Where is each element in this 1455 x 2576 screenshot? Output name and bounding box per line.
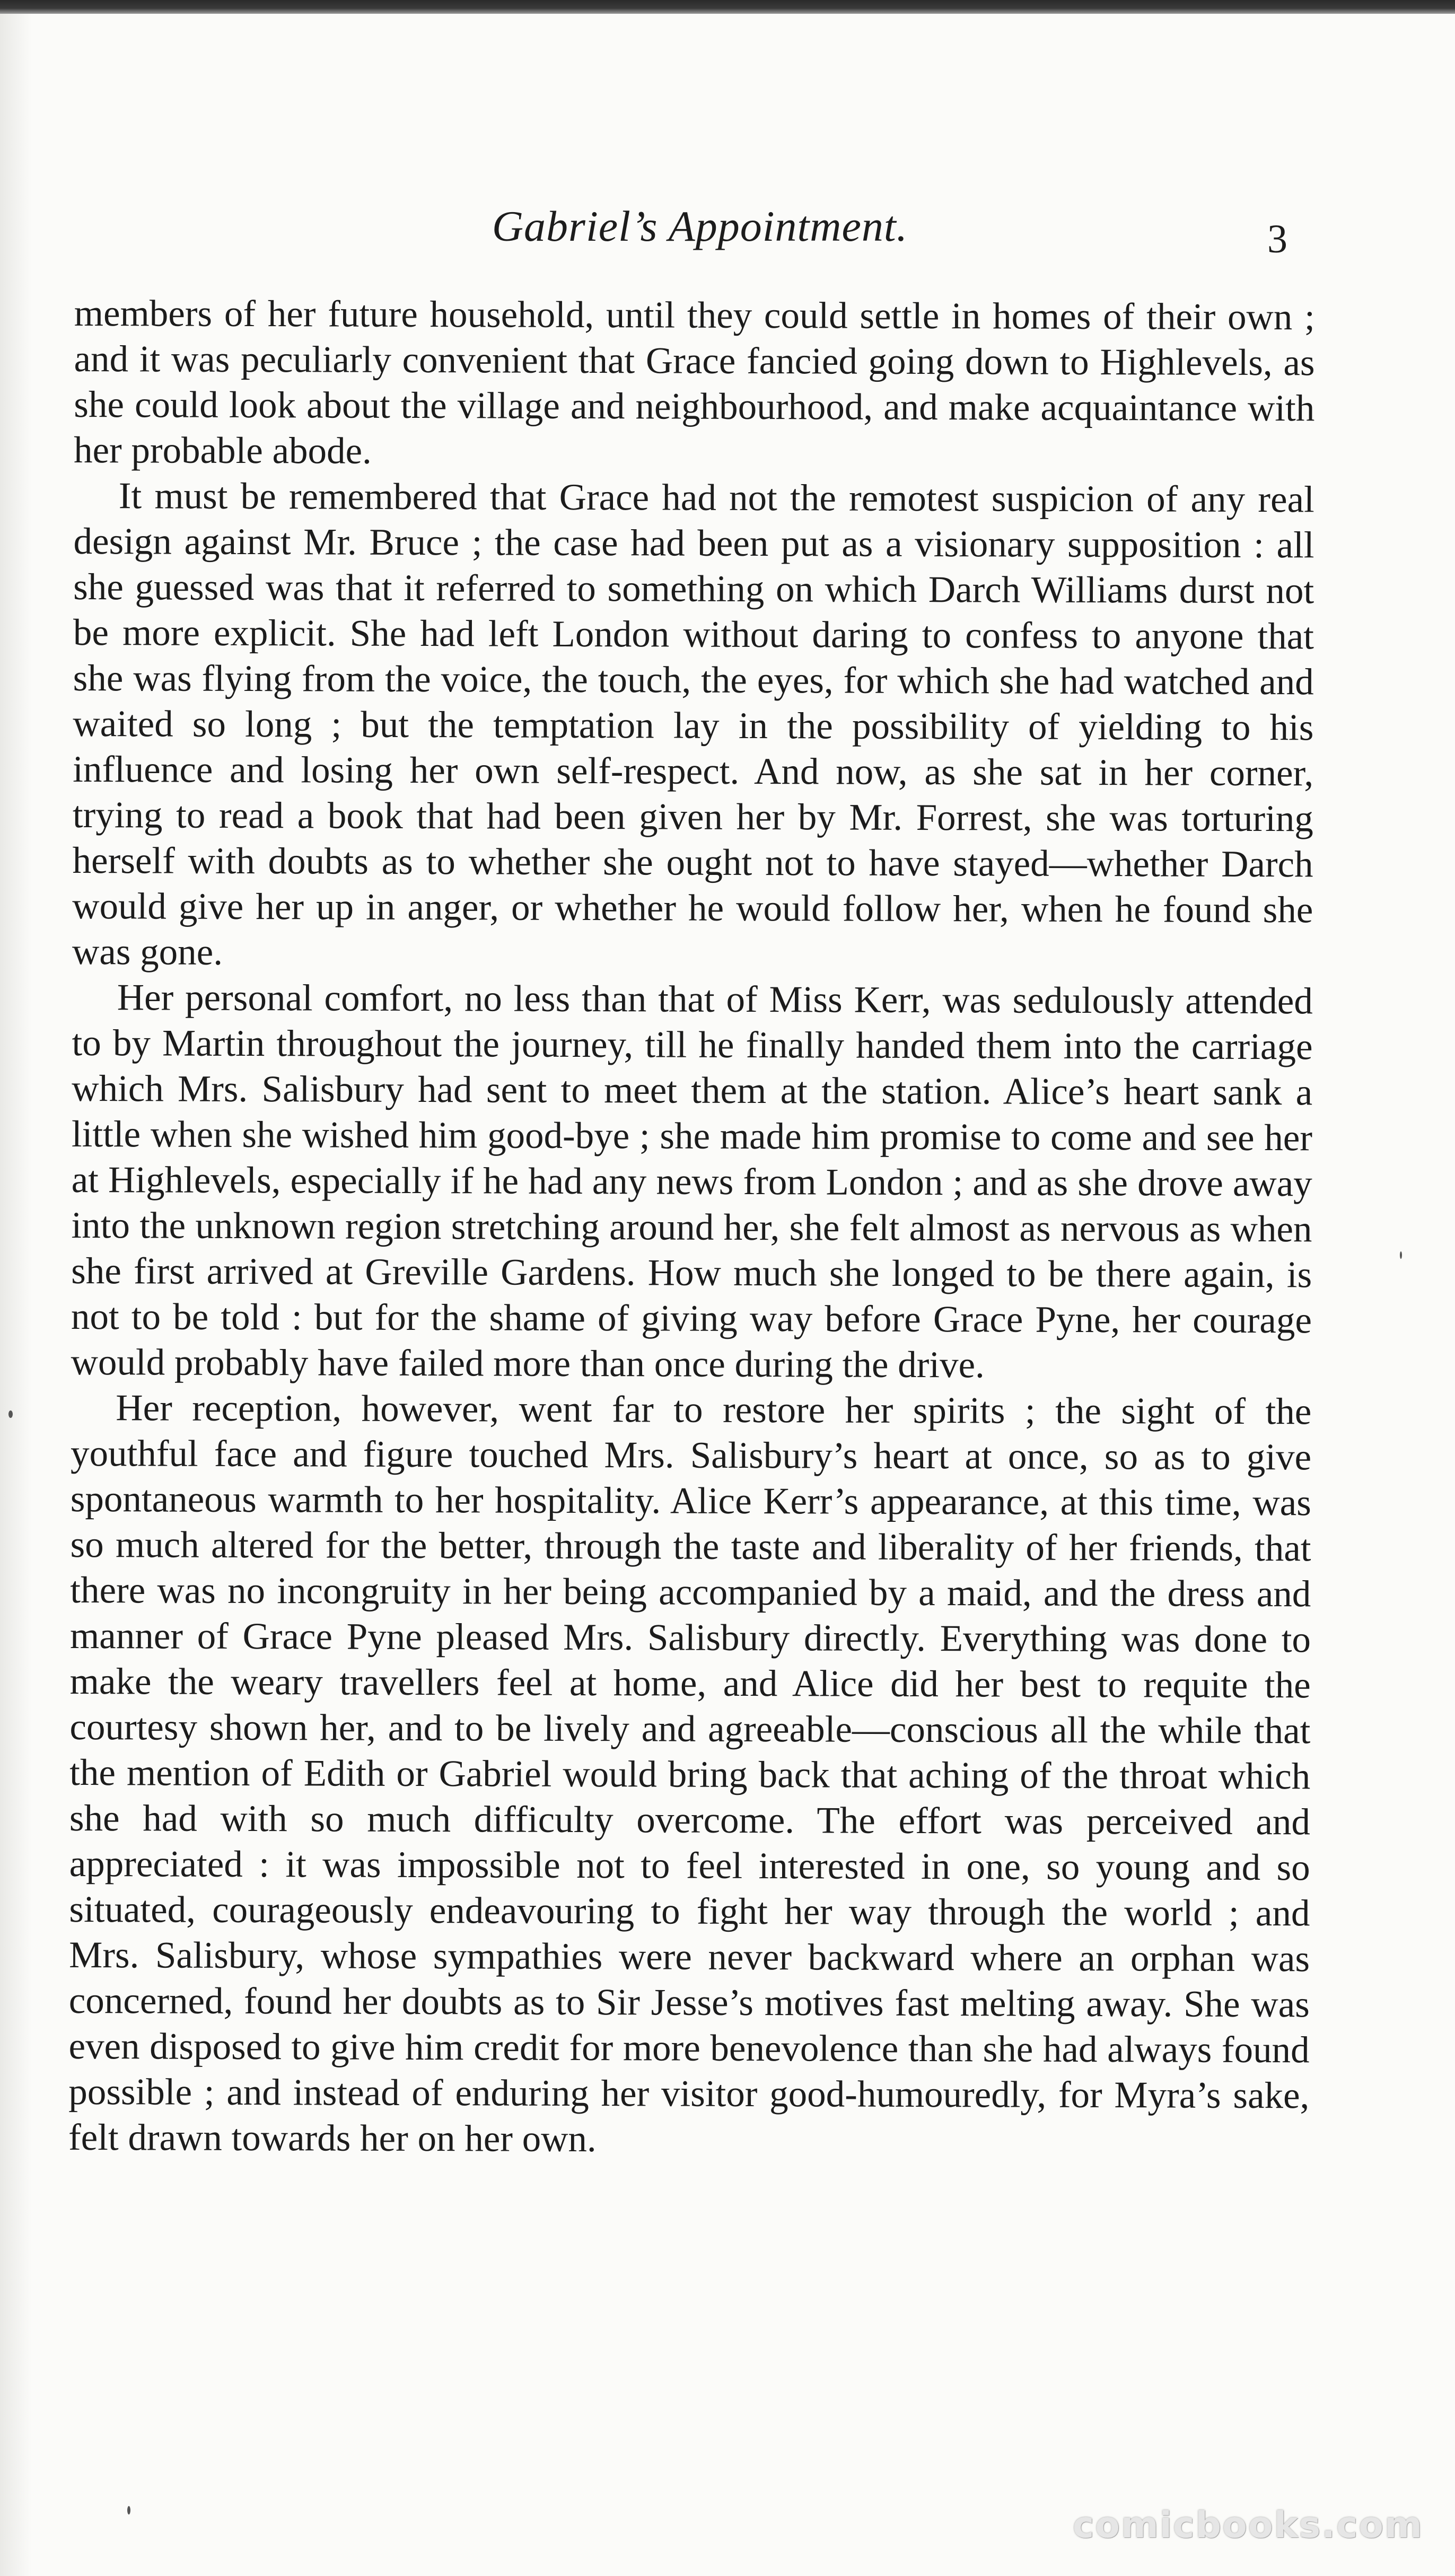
gutter-shadow <box>0 14 32 2576</box>
ink-speck <box>127 2506 130 2514</box>
running-head <box>0 197 1455 261</box>
paragraph: It must be remembered that Grace had not the remotest suspicion of any real design against Mr. Bruce ; the case had been put as a visionary supposition : all she guessed was that it referred to something on which Darch Williams durst not be more explicit. She had left London without daring to confess to anyone that she was flying from the voice, the touch, the eyes, for which she had watched and waited so long ; but the temptation lay in the possibility of yielding to his influence and losing her own self-respect. And now, as she sat in her corner, trying to read a book that had been given her by Mr. Forrest, she was torturing herself with doubts as to whether she ought not to have stayed—whether Darch would give her up in anger, or whether he would follow her, when he found she was gone. <box>72 475 1314 973</box>
body-text <box>68 291 1315 2164</box>
page-number: 3 <box>1267 217 1287 261</box>
page-top-edge <box>0 0 1455 14</box>
ink-speck <box>8 1410 13 1418</box>
paragraph: Her reception, however, went far to restore her spirits ; the sight of the youthful face and figure touched Mrs. Salisbury’s heart at once, so as to give spontaneous warmth to her hospitality. Alice Kerr’s appearance, at this time, was so much altered for the better, through the taste and liberality of her friends, that there was no incongruity in her being accompanied by a maid, and the dress and manner of Grace Pyne pleased Mrs. Salisbury directly. Everything was done to make the weary travellers feel at home, and Alice did her best to requite the courtesy shown her, and to be lively and agreeable—conscious all the while that the mention of Edith or Gabriel would bring back that aching of the throat which she had with so much difficulty overcome. The effort was perceived and appreciated : it was impossible not to feel interested in one, so young and so situated, courageously endeavouring to fight her way through the world ; and Mrs. Salisbury, whose sympathies were never backward where an orphan was concerned, found her doubts as to Sir Jesse’s motives fast melting away. She was even disposed to give him credit for more benevolence than she had always found possible ; and instead of enduring her visitor good-humouredly, for Myra’s sake, felt drawn towards her on her own. <box>68 1387 1312 2160</box>
watermark: comicbooks.com <box>1072 2504 1423 2546</box>
ink-speck <box>1400 1251 1402 1259</box>
paragraph: Her personal comfort, no less than that of Miss Kerr, was sedulously attended to by Martin throughout the journey, till he finally handed them into the carriage which Mrs. Salisbury had sent to meet them at the station. Alice’s heart sank a little when she wished him good-bye ; she made him promise to come and see her at Highlevels, especially if he had any news from London ; and as she drove away into the unknown region stretching around her, she felt almost as nervous as when she first arrived at Greville Gardens. How much she longed to be there again, is not to be told : but for the shame of giving way before Grace Pyne, her courage would probably have failed more than once during the drive. <box>71 977 1313 1386</box>
running-title: Gabriel’s Appointment. <box>492 202 908 250</box>
paragraph: members of her future household, until they could settle in homes of their own ; and it was peculiarly convenient that Grace fancied going down to Highlevels, as she could look about the village and neighbourhood, and make acquaintance with her probable abode. <box>73 293 1315 472</box>
